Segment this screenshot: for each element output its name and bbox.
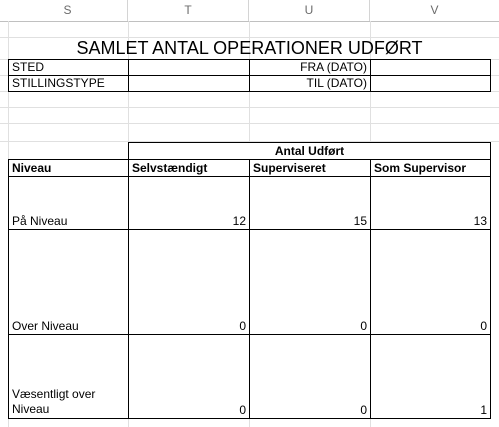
stillingstype-value-cell[interactable] (128, 75, 250, 92)
table-cell[interactable] (249, 229, 371, 335)
som-supervisor-header: Som Supervisor (370, 159, 491, 177)
fra-dato-label: FRA (DATO) (249, 59, 371, 76)
stillingstype-label: STILLINGSTYPE (8, 75, 129, 92)
column-header-v[interactable]: V (430, 3, 439, 17)
table-row-label[interactable] (8, 176, 129, 230)
til-dato-label: TIL (DATO) (249, 75, 371, 92)
row-niveau-text: Over Niveau (12, 319, 79, 333)
cell-value: 0 (239, 403, 246, 417)
cell-value: 0 (360, 403, 367, 417)
cell-value: 0 (239, 319, 246, 333)
selvstaendigt-header: Selvstændigt (128, 159, 250, 177)
table-cell[interactable] (249, 334, 371, 419)
sted-label: STED (8, 59, 129, 76)
row-niveau-line1: Væsentligt over (12, 387, 96, 401)
cell-value: 1 (480, 403, 487, 417)
cell-value: 15 (353, 214, 367, 228)
til-dato-value-cell[interactable] (370, 75, 491, 92)
column-header-s[interactable]: S (8, 0, 128, 21)
column-header-t[interactable]: T (128, 0, 249, 21)
page-title: SAMLET ANTAL OPERATIONER UDFØRT (76, 38, 423, 58)
column-header-bar (0, 0, 499, 22)
row-niveau-text: På Niveau (12, 214, 68, 228)
antal-udfort-header: Antal Udført (128, 142, 491, 160)
row-niveau-text (12, 387, 95, 417)
table-cell[interactable] (128, 229, 250, 335)
table-row-label[interactable] (8, 334, 129, 419)
fra-dato-value-cell[interactable] (370, 59, 491, 76)
column-header-u[interactable]: U (249, 0, 370, 21)
row-niveau-line2: Niveau (12, 402, 50, 416)
niveau-header: Niveau (8, 159, 129, 177)
table-cell[interactable] (128, 176, 250, 230)
cell-value: 0 (360, 319, 367, 333)
table-cell[interactable] (370, 229, 491, 335)
table-cell[interactable] (370, 334, 491, 419)
table-cell[interactable] (370, 176, 491, 230)
cell-value: 13 (473, 214, 487, 228)
table-cell[interactable] (128, 334, 250, 419)
cell-value: 0 (480, 319, 487, 333)
table-row-label[interactable] (8, 229, 129, 335)
superviseret-header: Superviseret (249, 159, 371, 177)
sted-value-cell[interactable] (128, 59, 250, 76)
cell-value: 12 (232, 214, 246, 228)
table-cell[interactable] (249, 176, 371, 230)
